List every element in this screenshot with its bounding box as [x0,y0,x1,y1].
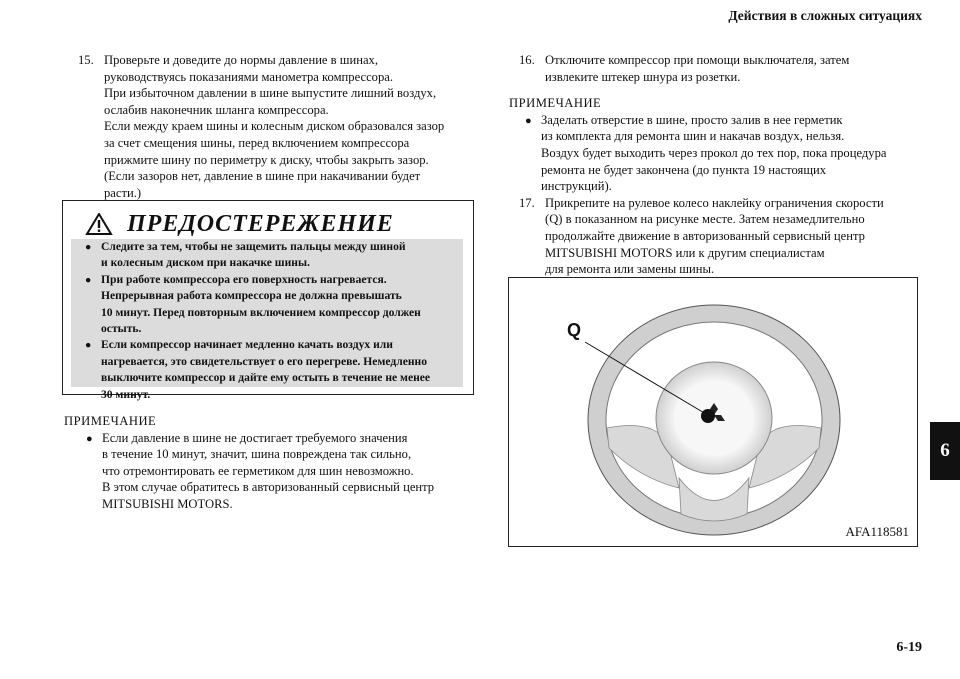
text-line: (Q) в показанном на рисунке месте. Затем незамедлительно [545,212,865,227]
left-column [78,52,478,201]
text-line: Заделать отверстие в шине, просто залив в нее герметик [541,112,843,127]
text-line: Воздух будет выходить через прокол до тех пор, пока процедура [541,145,887,160]
step-15 [78,52,478,201]
note-item [525,112,919,195]
warning-box [62,200,474,401]
warning-title: ПРЕДОСТЕРЕЖЕНИЕ [127,210,394,237]
text-line: 30 минут. [101,387,151,401]
steering-wheel-illustration [509,278,917,546]
text-line: остыть. [101,322,142,336]
text-line: (Если зазоров нет, давление в шине при накачивании будет [104,169,421,184]
text-line: Прикрепите на рулевое колесо наклейку ограничения скорости [545,195,884,210]
text-line: за счет смещения шины, перед включением компрессора [104,135,410,150]
running-header: Действия в сложных ситуациях [728,8,922,23]
step-text [104,52,478,201]
text-line: При работе компрессора его поверхность нагревается. [101,272,387,286]
text-line: выключите компрессор и дайте ему остыть в течение не менее [101,371,431,385]
text-line: из комплекта для ремонта шин и накачав воздух, нельзя. [541,129,845,144]
step-number: 17. [519,195,535,210]
text-line: и колесным диском при накачке шины. [101,256,310,270]
bullet-icon: ● [85,340,92,352]
text-line: прижмите шину по периметру к диску, чтобы закрыть зазор. [104,152,429,167]
text-line: для ремонта или замены шины. [545,262,715,277]
warning-item [85,272,459,338]
step-number: 15. [78,53,94,67]
bullet-icon: ● [525,114,532,127]
text-line: продолжайте движение в авторизованный сервисный центр [545,228,865,243]
bullet-icon: ● [86,432,93,445]
figure-caption: AFA118581 [845,524,909,539]
text-line: ослабив наконечник шланга компрессора. [104,102,329,117]
text-line: Проверьте и доведите до нормы давление в шинах, [104,53,378,67]
step-number: 16. [519,53,535,67]
step-16 [519,52,919,85]
text-line: в течение 10 минут, значит, шина повреждена так сильно, [102,447,412,462]
text-line: руководствуясь показаниями манометра компрессора. [104,69,393,84]
text-line: ремонта не будет закончена (до пункта 19 настоящих [541,162,827,177]
text-line: При избыточном давлении в шине выпустите лишний воздух, [104,86,437,101]
warning-triangle-icon [85,213,113,235]
bullet-icon: ● [85,242,92,253]
note-heading: ПРИМЕЧАНИЕ [509,96,602,111]
note-item [86,430,478,513]
warning-title-row [63,201,473,237]
text-line: нагревается, это свидетельствует о его перегреве. Немедленно [101,354,428,368]
text-line: 10 минут. Перед повторным включением компрессор должен [101,305,421,319]
text-line: инструкций). [541,179,612,194]
text-line: Если между краем шины и колесным диском образовался зазор [104,119,445,134]
warning-item [85,337,459,403]
text-line: MITSUBISHI MOTORS или к другим специалистам [545,245,825,260]
callout-label-q: Q [567,320,582,340]
text-line: Следите за тем, чтобы не защемить пальцы между шиной [101,240,406,253]
text-line: В этом случае обратитесь в авторизованный сервисный центр [102,480,435,495]
step-17 [519,195,919,278]
bullet-icon: ● [85,274,92,286]
chapter-tab: 6 [930,422,960,480]
warning-item [85,239,459,272]
text-line: MITSUBISHI MOTORS. [102,496,233,511]
text-line: Если давление в шине не достигает требуемого значения [102,430,408,445]
text-line: извлеките штекер шнура из розетки. [545,69,741,84]
warning-body [71,239,463,401]
text-line: Непрерывная работа компрессора не должна превышать [101,289,402,303]
text-line: Если компрессор начинает медленно качать воздух или [101,338,393,352]
text-line: что отремонтировать ее герметиком для шин невозможно. [102,463,414,478]
left-note [64,413,478,513]
text-line: расти.) [104,185,142,200]
steering-wheel-figure [508,277,918,547]
note-heading: ПРИМЕЧАНИЕ [64,414,157,428]
text-line: Отключите компрессор при помощи выключателя, затем [545,53,850,67]
page-number: 6-19 [896,640,922,655]
right-column [509,52,919,278]
